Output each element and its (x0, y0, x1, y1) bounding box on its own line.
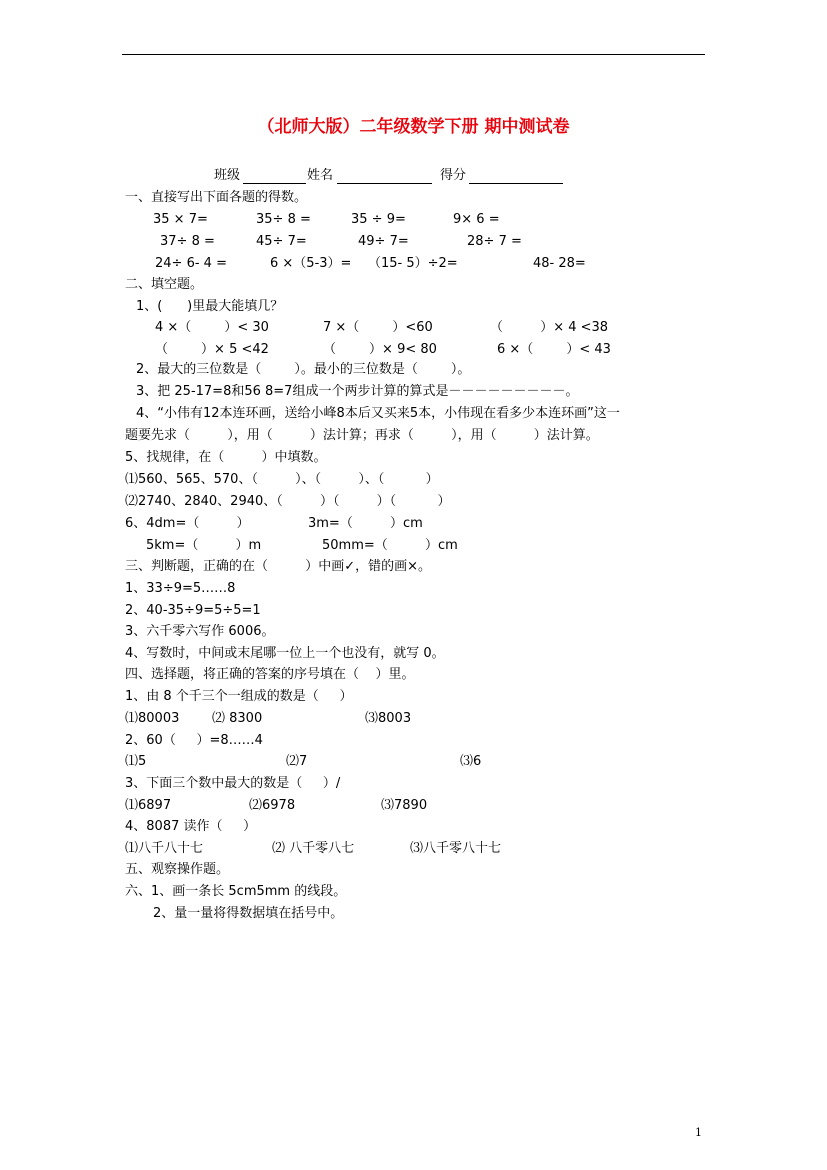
score-field[interactable] (469, 183, 563, 184)
s2-q1-item: 4 ×（ ）< 30 (155, 320, 269, 335)
s4-option: ⑶7890 (381, 798, 428, 813)
s1-item: 6 ×（5-3）= (270, 256, 352, 271)
s4-option: ⑶6 (460, 754, 482, 769)
s1-item: 49÷ 7= (358, 234, 409, 249)
s2-q1-item: 6 ×（ ）< 43 (497, 342, 611, 357)
section-2-heading: 二、填空题。 (125, 277, 204, 292)
section-1-heading: 一、直接写出下面各题的得数。 (125, 190, 308, 205)
s4-question-2: 2、60（ ）=8……4 (125, 733, 263, 748)
class-field[interactable] (243, 183, 306, 184)
s4-question-4: 4、8087 读作（ ） (125, 819, 257, 834)
section-3-heading: 三、判断题，正确的在（ ）中画✓，错的画×。 (125, 559, 431, 574)
s4-question-3: 3、下面三个数中最大的数是（ ）/ (125, 776, 341, 791)
s2-question-5: 5、找规律，在（ ）中填数。 (125, 450, 327, 465)
s1-item: 35÷ 8 = (256, 212, 311, 227)
s4-option: ⑶八千零八十七 (410, 841, 502, 856)
s4-question-1: 1、由 8 个千三个一组成的数是（ ） (125, 689, 353, 704)
s2-q1-item: （ ）× 9< 80 (323, 342, 437, 357)
s2-question-5a: ⑴560、565、570、（ ）、（ ）、（ ） (125, 472, 439, 487)
section-5-heading: 五、观察操作题。 (125, 862, 230, 877)
s2-question-6b: 3m=（ ）cm (308, 516, 423, 531)
s4-option: ⑵7 (286, 754, 308, 769)
score-label: 得分 (440, 168, 467, 183)
s2-question-6a: 6、4dm=（ ） (125, 516, 250, 531)
s4-option: ⑴5 (125, 754, 147, 769)
s1-item: 24÷ 6- 4 = (155, 256, 227, 271)
s2-question-4-line-1: 4、“小伟有12本连环画，送给小峰8本后又买来5本，小伟现在看多少本连环画”这一 (136, 406, 620, 421)
s3-item: 2、40-35÷9=5÷5=1 (125, 603, 261, 618)
s1-item: 37÷ 8 = (160, 234, 215, 249)
s4-option: ⑴6897 (125, 798, 172, 813)
s1-item: 28÷ 7 = (467, 234, 522, 249)
page-title: （北师大版）二年级数学下册 期中测试卷 (257, 117, 570, 137)
s1-item: 9× 6 = (453, 212, 500, 227)
section-6-line-2: 2、量一量将得数据填在括号中。 (153, 906, 344, 921)
s2-question-4-line-2: 题要先求（ ），用（ ）法计算；再求（ ），用（ ）法计算。 (125, 428, 599, 443)
s3-item: 4、写数时，中间或末尾哪一位上一个也没有，就写 0。 (125, 646, 445, 661)
s4-option: ⑶8003 (365, 711, 412, 726)
section-6-line-1: 六、1、画一条长 5cm5mm 的线段。 (125, 884, 347, 899)
s1-item: 48- 28= (533, 256, 586, 271)
s2-question-6c: 5km=（ ）m (146, 538, 262, 553)
s4-option: ⑴八千八十七 (125, 841, 204, 856)
header-rule (122, 54, 705, 55)
s2-q1-item: 7 ×（ ）<60 (323, 320, 433, 335)
class-label: 班级 (214, 168, 241, 183)
section-4-heading: 四、选择题，将正确的答案的序号填在（ ）里。 (125, 667, 415, 682)
s4-option: ⑴80003 (125, 711, 180, 726)
s2-q1-item: （ ）× 4 <38 (490, 320, 609, 335)
s2-question-6d: 50mm=（ ）cm (322, 538, 458, 553)
s1-item: 45÷ 7= (256, 234, 307, 249)
s2-question-3: 3、把 25-17=8和56 8=7组成一个两步计算的算式是－－－－－－－－－。 (136, 384, 579, 399)
s1-item: （15- 5）÷2= (368, 256, 458, 271)
s4-option: ⑵ 八千零八七 (272, 841, 355, 856)
s1-item: 35 ÷ 9= (351, 212, 406, 227)
s1-item: 35 × 7= (153, 212, 208, 227)
s4-option: ⑵6978 (249, 798, 296, 813)
s2-question-2: 2、最大的三位数是（ ）。最小的三位数是（ ）。 (136, 362, 471, 377)
name-field[interactable] (337, 183, 432, 184)
s3-item: 3、六千零六写作 6006。 (125, 624, 275, 639)
name-label: 姓名 (307, 168, 334, 183)
s2-question-1: 1、( )里最大能填几？ (136, 299, 284, 314)
s2-question-5b: ⑵2740、2840、2940、（ ）（ ）（ ） (125, 494, 451, 509)
s4-option: ⑵ 8300 (212, 711, 263, 726)
s2-q1-item: （ ）× 5 <42 (155, 342, 269, 357)
page-number: 1 (695, 1126, 702, 1139)
s3-item: 1、33÷9=5……8 (125, 581, 236, 596)
